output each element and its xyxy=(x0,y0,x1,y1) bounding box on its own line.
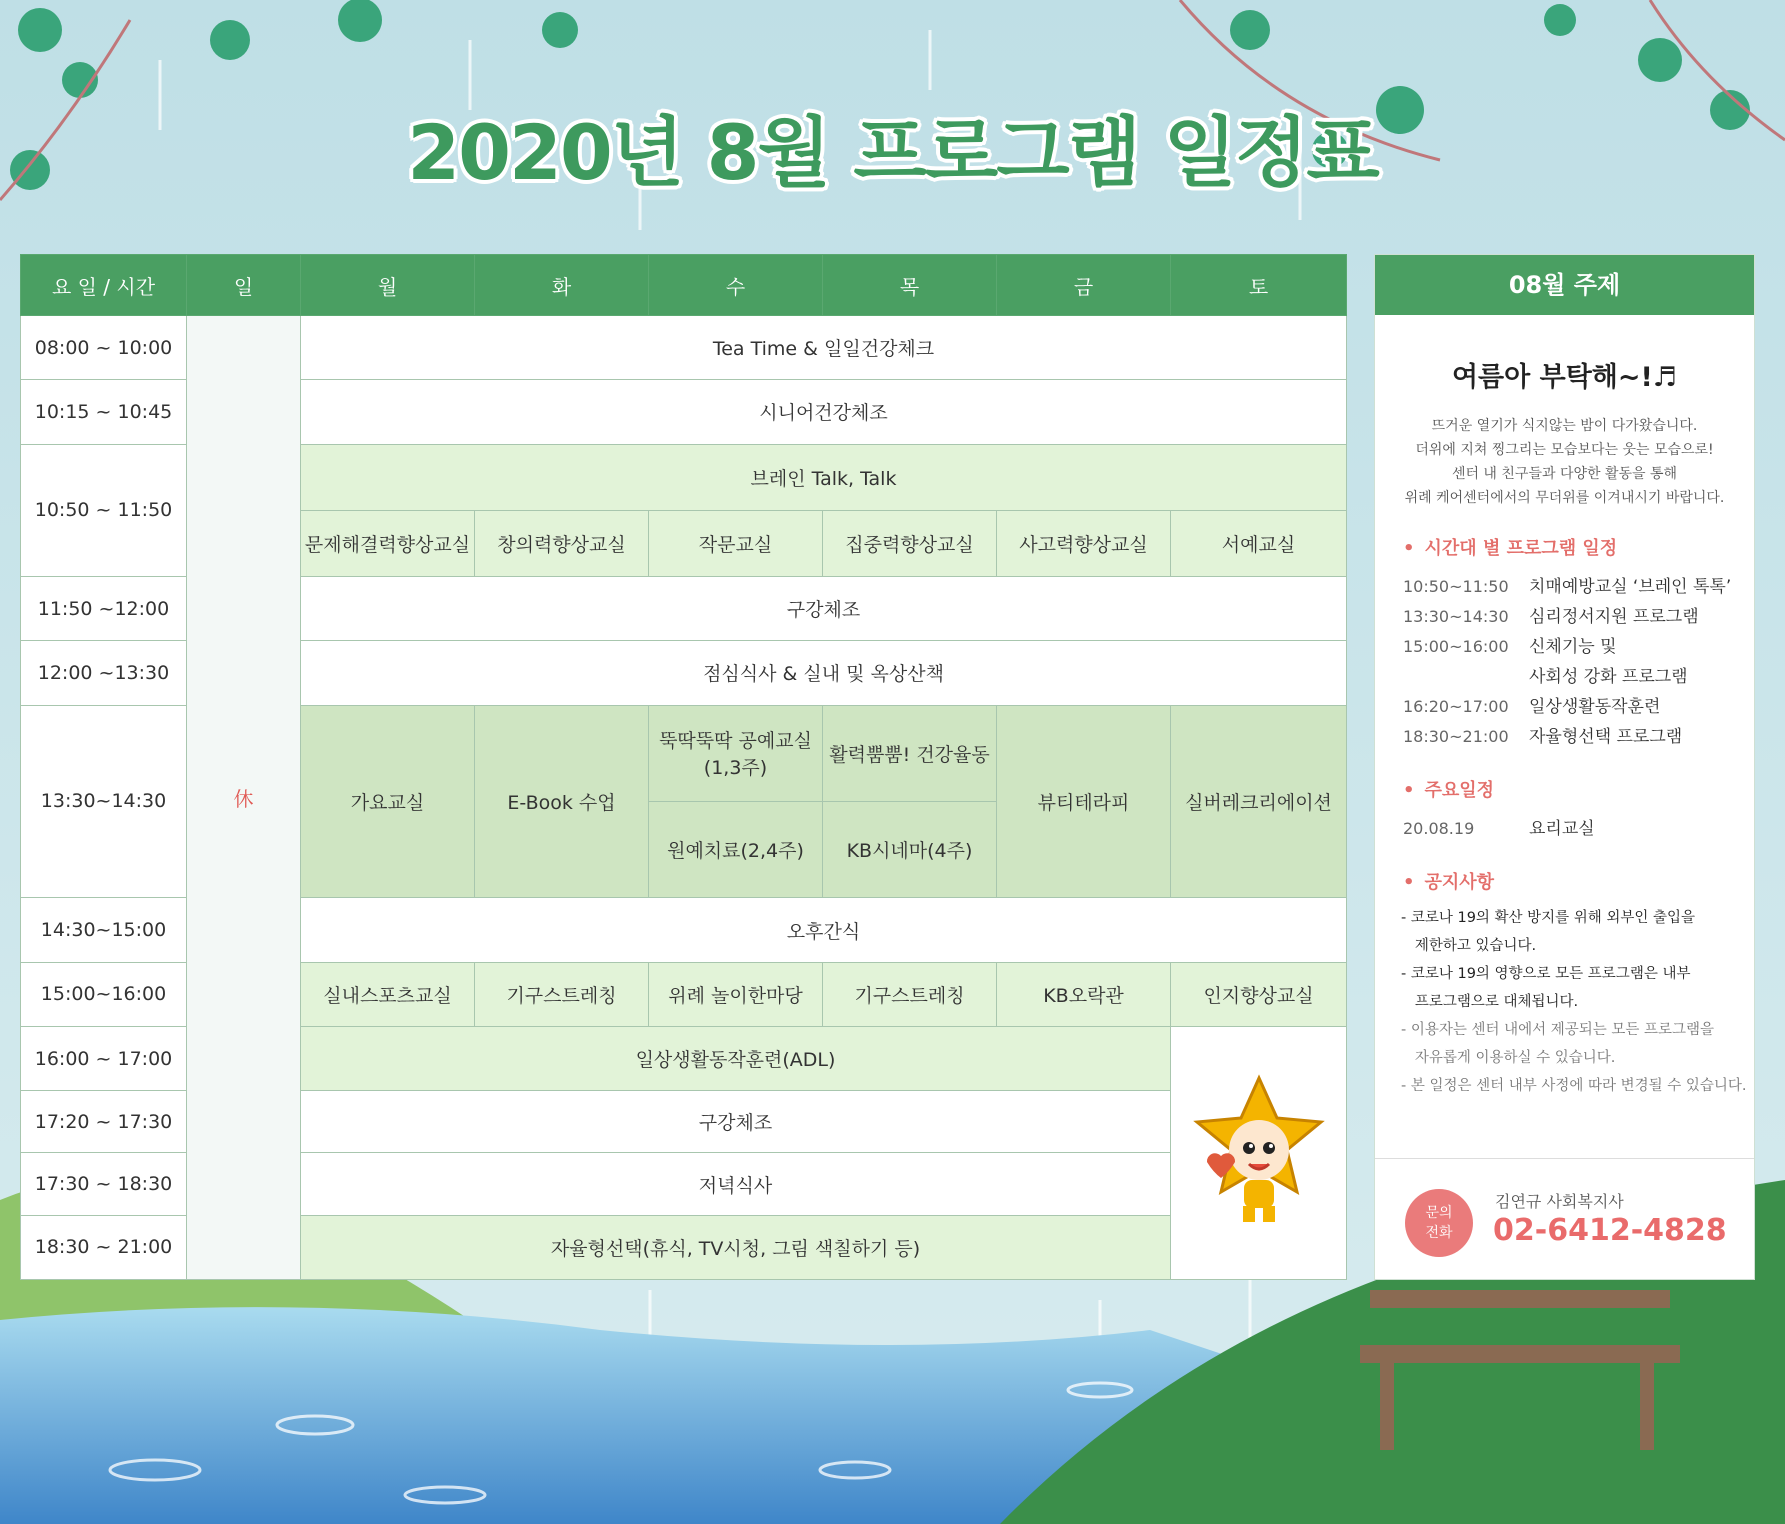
class-cell: 창의력향상교실 xyxy=(475,510,649,576)
time-cell: 17:30 ~ 18:30 xyxy=(21,1153,187,1215)
header-time: 요 일 / 시간 xyxy=(21,255,187,316)
header-thu: 목 xyxy=(823,255,997,316)
list-program: 사회성 강화 프로그램 xyxy=(1529,667,1688,687)
mascot-cell xyxy=(1171,1026,1347,1279)
header-wed: 수 xyxy=(649,255,823,316)
list-item xyxy=(1403,692,1754,722)
event-date: 20.08.19 xyxy=(1403,819,1475,838)
list-program: 일상생활동작훈련 xyxy=(1529,697,1661,717)
list-program: 치매예방교실 ‘브레인 톡톡’ xyxy=(1529,577,1732,597)
theme-panel-header: 08월 주제 xyxy=(1375,255,1754,315)
list-item xyxy=(1403,662,1754,692)
schedule-table xyxy=(20,254,1347,1280)
oral-exercise-cell: 구강체조 xyxy=(301,577,1347,641)
list-item xyxy=(1403,632,1754,662)
intro-line: 더위에 지쳐 찡그리는 모습보다는 웃는 모습으로! xyxy=(1415,442,1714,458)
class-cell: 뚝딱뚝딱 공예교실 (1,3주) xyxy=(649,705,823,801)
intro-line: 뜨거운 열기가 식지않는 밤이 다가왔습니다. xyxy=(1431,418,1698,434)
notice-line: - 코로나 19의 확산 방지를 위해 외부인 출입을 xyxy=(1401,910,1696,926)
notice-line: - 코로나 19의 영향으로 모든 프로그램은 내부 xyxy=(1401,966,1691,982)
badge-line: 문의 xyxy=(1425,1205,1453,1221)
list-time xyxy=(1403,662,1529,692)
tea-time-cell: Tea Time & 일일건강체크 xyxy=(301,316,1347,380)
header-fri: 금 xyxy=(997,255,1171,316)
class-cell: E-Book 수업 xyxy=(475,705,649,898)
class-cell: 기구스트레칭 xyxy=(475,962,649,1026)
events-list xyxy=(1403,814,1754,844)
class-cell: 기구스트레칭 xyxy=(823,962,997,1026)
theme-title: 여름아 부탁해~!♬ xyxy=(1451,362,1678,393)
list-item xyxy=(1403,722,1754,752)
class-cell: 가요교실 xyxy=(301,705,475,898)
sunday-closed-cell: 休 xyxy=(187,316,301,1280)
list-item xyxy=(1403,814,1754,844)
contact-name: 김연규 사회복지사 xyxy=(1495,1192,1624,1211)
contact-badge xyxy=(1405,1189,1473,1257)
header-tue: 화 xyxy=(475,255,649,316)
list-program: 신체기능 및 xyxy=(1529,637,1617,657)
program-schedule-list xyxy=(1403,572,1754,752)
list-item xyxy=(1403,572,1754,602)
time-cell: 18:30 ~ 21:00 xyxy=(21,1215,187,1279)
class-cell: 뷰티테라피 xyxy=(997,705,1171,898)
senior-exercise-cell: 시니어건강체조 xyxy=(301,380,1347,444)
table-row xyxy=(21,316,1347,380)
header-sat: 토 xyxy=(1171,255,1347,316)
time-cell: 10:15 ~ 10:45 xyxy=(21,380,187,444)
adl-cell: 일상생활동작훈련(ADL) xyxy=(301,1026,1171,1090)
header-mon: 월 xyxy=(301,255,475,316)
contact-section xyxy=(1375,1158,1754,1279)
time-cell: 13:30~14:30 xyxy=(21,705,187,898)
page-title: 2020년 8월 프로그램 일정표 xyxy=(407,108,1378,197)
list-time: 10:50~11:50 xyxy=(1403,577,1509,596)
class-cell: 작문교실 xyxy=(649,510,823,576)
class-cell: 인지향상교실 xyxy=(1171,962,1347,1026)
section-title-notices: • 공지사항 xyxy=(1403,868,1754,894)
time-cell: 16:00 ~ 17:00 xyxy=(21,1026,187,1090)
star-mascot-illustration xyxy=(1189,1070,1329,1230)
table-header-row xyxy=(21,255,1347,316)
class-cell: 활력뿜뿜! 건강율동 xyxy=(823,705,997,801)
intro-line: 센터 내 친구들과 다양한 활동을 통해 xyxy=(1451,466,1678,482)
notice-line: 프로그램으로 대체됩니다. xyxy=(1401,994,1579,1010)
time-cell: 08:00 ~ 10:00 xyxy=(21,316,187,380)
notice-line: - 이용자는 센터 내에서 제공되는 모든 프로그램을 xyxy=(1401,1022,1715,1038)
time-cell: 17:20 ~ 17:30 xyxy=(21,1091,187,1153)
class-cell: KB오락관 xyxy=(997,962,1171,1026)
list-time: 15:00~16:00 xyxy=(1403,637,1509,656)
section-title-events: • 주요일정 xyxy=(1403,776,1754,802)
class-cell: 서예교실 xyxy=(1171,510,1347,576)
contact-phone[interactable]: 02-6412-4828 xyxy=(1493,1213,1727,1248)
brain-talk-cell: 브레인 Talk, Talk xyxy=(301,444,1347,510)
class-cell: KB시네마(4주) xyxy=(823,801,997,897)
section-title-schedule: • 시간대 별 프로그램 일정 xyxy=(1403,534,1754,560)
list-time: 13:30~14:30 xyxy=(1403,607,1509,626)
class-cell: 위례 놀이한마당 xyxy=(649,962,823,1026)
list-program: 심리정서지원 프로그램 xyxy=(1529,607,1699,627)
list-item xyxy=(1403,602,1754,632)
badge-line: 전화 xyxy=(1425,1225,1453,1241)
header-sun: 일 xyxy=(187,255,301,316)
time-cell: 15:00~16:00 xyxy=(21,962,187,1026)
time-cell: 11:50 ~12:00 xyxy=(21,577,187,641)
class-cell: 실내스포츠교실 xyxy=(301,962,475,1026)
free-choice-cell: 자율형선택(휴식, TV시청, 그림 색칠하기 등) xyxy=(301,1215,1171,1279)
time-cell: 14:30~15:00 xyxy=(21,898,187,962)
notice-line: 제한하고 있습니다. xyxy=(1401,938,1537,954)
lunch-cell: 점심식사 & 실내 및 옥상산책 xyxy=(301,641,1347,705)
list-program: 자율형선택 프로그램 xyxy=(1529,727,1683,747)
theme-intro xyxy=(1375,414,1754,510)
class-cell: 사고력향상교실 xyxy=(997,510,1171,576)
class-cell: 실버레크리에이션 xyxy=(1171,705,1347,898)
oral-exercise-cell: 구강체조 xyxy=(301,1091,1171,1153)
class-cell: 원예치료(2,4주) xyxy=(649,801,823,897)
theme-panel xyxy=(1374,254,1755,1280)
notice-line: 자유롭게 이용하실 수 있습니다. xyxy=(1401,1050,1616,1066)
list-time: 16:20~17:00 xyxy=(1403,697,1509,716)
time-cell: 12:00 ~13:30 xyxy=(21,641,187,705)
notice-list xyxy=(1401,904,1747,1100)
list-time: 18:30~21:00 xyxy=(1403,727,1509,746)
notice-line: - 본 일정은 센터 내부 사정에 따라 변경될 수 있습니다. xyxy=(1401,1078,1747,1094)
event-name: 요리교실 xyxy=(1529,819,1595,839)
intro-line: 위례 케어센터에서의 무더위를 이겨내시기 바랍니다. xyxy=(1404,490,1725,506)
class-cell: 문제해결력향상교실 xyxy=(301,510,475,576)
snack-cell: 오후간식 xyxy=(301,898,1347,962)
time-cell: 10:50 ~ 11:50 xyxy=(21,444,187,577)
dinner-cell: 저녁식사 xyxy=(301,1153,1171,1215)
class-cell: 집중력향상교실 xyxy=(823,510,997,576)
